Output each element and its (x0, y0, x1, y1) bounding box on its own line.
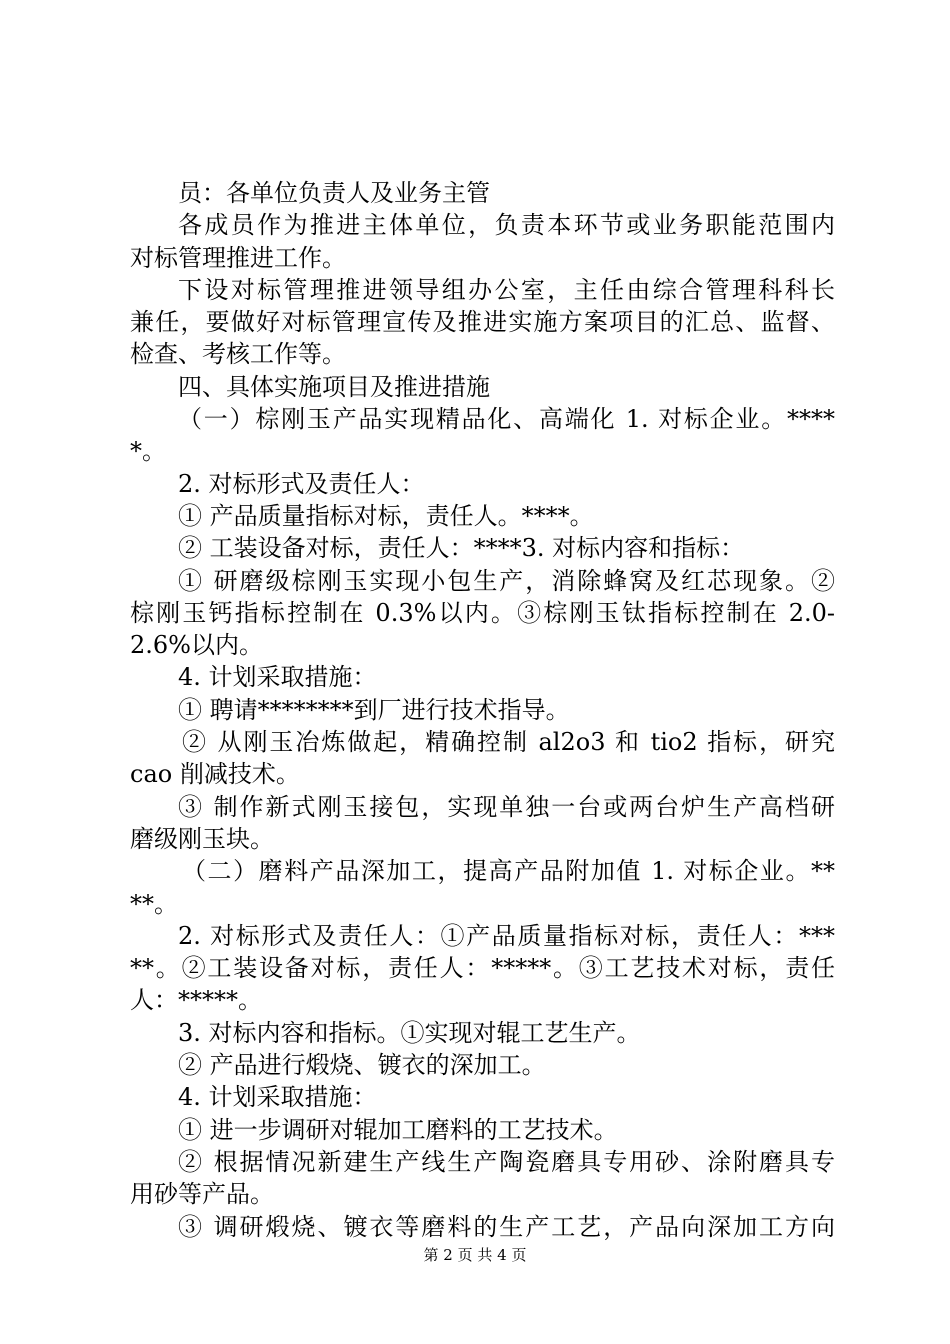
text-line: ② 产品进行煅烧、镀衣的深加工。 (178, 1051, 546, 1080)
text-line: 四、具体实施项目及推进措施 (178, 372, 490, 401)
text-line: 磨级刚玉块。 (130, 824, 274, 853)
text-line: ② 工装设备对标，责任人：****3. 对标内容和指标： (178, 534, 745, 563)
text-line: 4. 计划采取措施： (178, 663, 377, 692)
text-line: 2. 对标形式及责任人： (178, 469, 425, 498)
text-line: 棕刚玉钙指标控制在 0.3%以内。③棕刚玉钛指标控制在 2.0- (130, 598, 835, 627)
text-line: ③ 制作新式刚玉接包，实现单独一台或两台炉生产高档研 (178, 792, 835, 821)
text-line: 兼任，要做好对标管理宣传及推进实施方案项目的汇总、监督、 (130, 308, 835, 337)
text-line: ② 根据情况新建生产线生产陶瓷磨具专用砂、涂附磨具专 (178, 1147, 835, 1176)
text-line: ① 进一步调研对辊加工磨料的工艺技术。 (178, 1115, 618, 1144)
document-body (130, 177, 835, 1243)
text-line: 用砂等产品。 (130, 1180, 274, 1209)
text-line: 下设对标管理推进领导组办公室，主任由综合管理科科长 (178, 275, 835, 304)
text-line: ① 产品质量指标对标，责任人。****。 (178, 501, 594, 530)
text-line: 2. 对标形式及责任人：①产品质量指标对标，责任人：*** (178, 921, 835, 950)
text-line: cao 削减技术。 (130, 760, 300, 789)
text-line: 员：各单位负责人及业务主管 (178, 179, 490, 207)
text-line: 4. 计划采取措施： (178, 1083, 377, 1112)
text-line: *。 (130, 437, 166, 466)
text-line: 3. 对标内容和指标。①实现对辊工艺生产。 (178, 1018, 641, 1047)
page-footer: 第 2 页 共 4 页 (423, 1246, 527, 1264)
text-line: ③ 调研煅烧、镀衣等磨料的生产工艺，产品向深加工方向 (178, 1212, 835, 1241)
text-line: **。②工装设备对标，责任人：*****。③工艺技术对标，责任 (130, 954, 835, 983)
text-line: 2.6%以内。 (130, 631, 263, 660)
text-line: （一）棕刚玉产品实现精品化、高端化 1. 对标企业。**** (178, 405, 835, 434)
text-line: 各成员作为推进主体单位，负责本环节或业务职能范围内 (178, 211, 835, 240)
text-line: （二）磨料产品深加工，提高产品附加值 1. 对标企业。** (182, 857, 835, 886)
text-line: 人：*****。 (130, 986, 262, 1015)
text-line: ② 从刚玉冶炼做起，精确控制 al2o3 和 tio2 指标，研究 (182, 728, 835, 757)
text-line: **。 (130, 889, 178, 918)
text-line: 对标管理推进工作。 (130, 243, 346, 272)
text-line: 检查、考核工作等。 (130, 340, 346, 369)
text-line: ① 聘请********到厂进行技术指导。 (178, 695, 570, 724)
text-line: ① 研磨级棕刚玉实现小包生产，消除蜂窝及红芯现象。② (178, 566, 835, 595)
